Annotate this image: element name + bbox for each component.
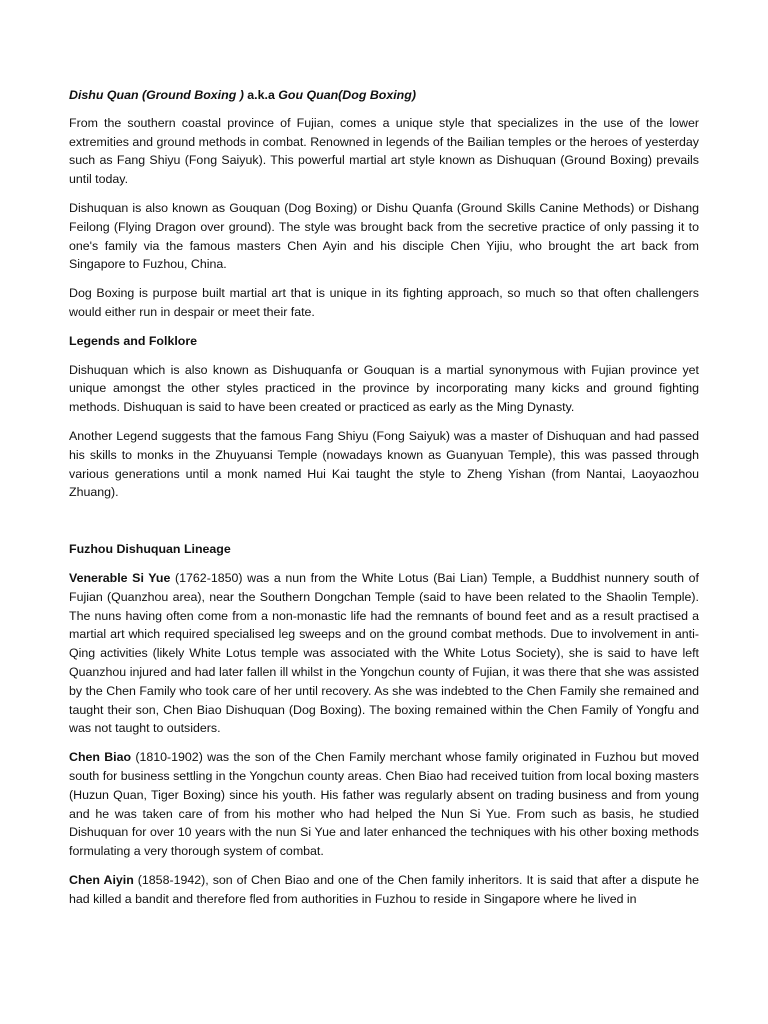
document-title — [69, 86, 699, 105]
section-heading-legends: Legends and Folklore — [69, 333, 198, 348]
document-page — [69, 86, 699, 908]
title-alt-name: Gou Quan(Dog Boxing) — [278, 88, 416, 102]
intro-paragraph: Dishuquan is also known as Gouquan (Dog Boxing) or Dishu Quanfa (Ground Skills Canine Methods) or Dishang Feilong (Flying Dragon over ground). The style was brought back from the secretive practice of only passing it to one's family via the famous masters Chen Ayin and his disciple Chen Yijiu, who brought the art back from Singapore to Fuzhou, China. — [69, 200, 699, 272]
section-heading-lineage: Fuzhou Dishuquan Lineage — [69, 542, 231, 557]
lineage-name: Venerable Si Yue — [69, 570, 171, 585]
title-aka: a.k.a — [243, 88, 279, 102]
lineage-name: Chen Aiyin — [69, 872, 134, 887]
lineage-text: (1810-1902) was the son of the Chen Family merchant whose family originated in Fuzhou but moved south for business settling in the Yongchun county areas. Chen Biao had received tuition from local boxing masters (Huzun Quan, Tiger Boxing) since his youth. His father was regularly absent on trading business and from young and he was taken care of from his mother who had helped the Nun Si Yue. From such as basis, he studied Dishuquan for over 10 years with the nun Si Yue and later enhanced the techniques with his other boxing methods formulating a very thorough system of combat. — [69, 750, 699, 859]
legends-paragraph: Another Legend suggests that the famous Fang Shiyu (Fong Saiyuk) was a master of Dishuquan and had passed his skills to monks in the Zhuyuansi Temple (nowadays known as Guanyuan Temple), this was passed through various generations until a monk named Hui Kai taught the style to Zheng Yishan (from Nantai, Laoyaozhou Zhuang). — [69, 428, 699, 500]
intro-paragraph: Dog Boxing is purpose built martial art that is unique in its fighting approach, so much so that often challengers would either run in despair or meet their fate. — [69, 286, 699, 319]
lineage-name: Chen Biao — [69, 750, 132, 765]
lineage-entry — [69, 569, 699, 738]
intro-paragraph: From the southern coastal province of Fujian, comes a unique style that specializes in the use of the lower extremities and ground methods in combat. Renowned in legends of the Bailian temples or the heroes of yesterday such as Fang Shiyu (Fong Saiyuk). This powerful martial art style known as Dishuquan (Ground Boxing) prevails until today. — [69, 115, 699, 187]
lineage-text: (1762-1850) was a nun from the White Lotus (Bai Lian) Temple, a Buddhist nunnery south of Fujian (Quanzhou area), near the Southern Dongchan Temple (said to have been related to the Shaolin Temple). The nuns having often come from a non-monastic life had the remnants of bound feet and as a result practised a martial art which required specialised leg sweeps and on the ground combat methods. Due to involvement in anti-Qing activities (likely White Lotus temple was associated with the White Lotus Society), she is said to have left Quanzhou injured and had later fallen ill whilst in the Yongchun county of Fujian, it was there that she was assisted by the Chen Family who took care of her until recovery. As she was indebted to the Chen Family she remained and taught their son, Chen Biao Dishuquan (Dog Boxing). The boxing remained within the Chen Family of Yongfu and was not taught to outsiders. — [69, 570, 699, 736]
lineage-entry — [69, 871, 699, 909]
legends-paragraph: Dishuquan which is also known as Dishuquanfa or Gouquan is a martial synonymous with Fujian province yet unique amongst the other styles practiced in the province by incorporating many kicks and ground fighting methods. Dishuquan is said to have been created or practiced as early as the Ming Dynasty. — [69, 362, 699, 415]
title-style-name: Dishu Quan (Ground Boxing ) — [69, 88, 244, 102]
lineage-entry — [69, 748, 699, 861]
lineage-text: (1858-1942), son of Chen Biao and one of the Chen family inheritors. It is said that after a dispute he had killed a bandit and therefore fled from authorities in Fuzhou to reside in Singapore where he lived in — [69, 872, 699, 906]
